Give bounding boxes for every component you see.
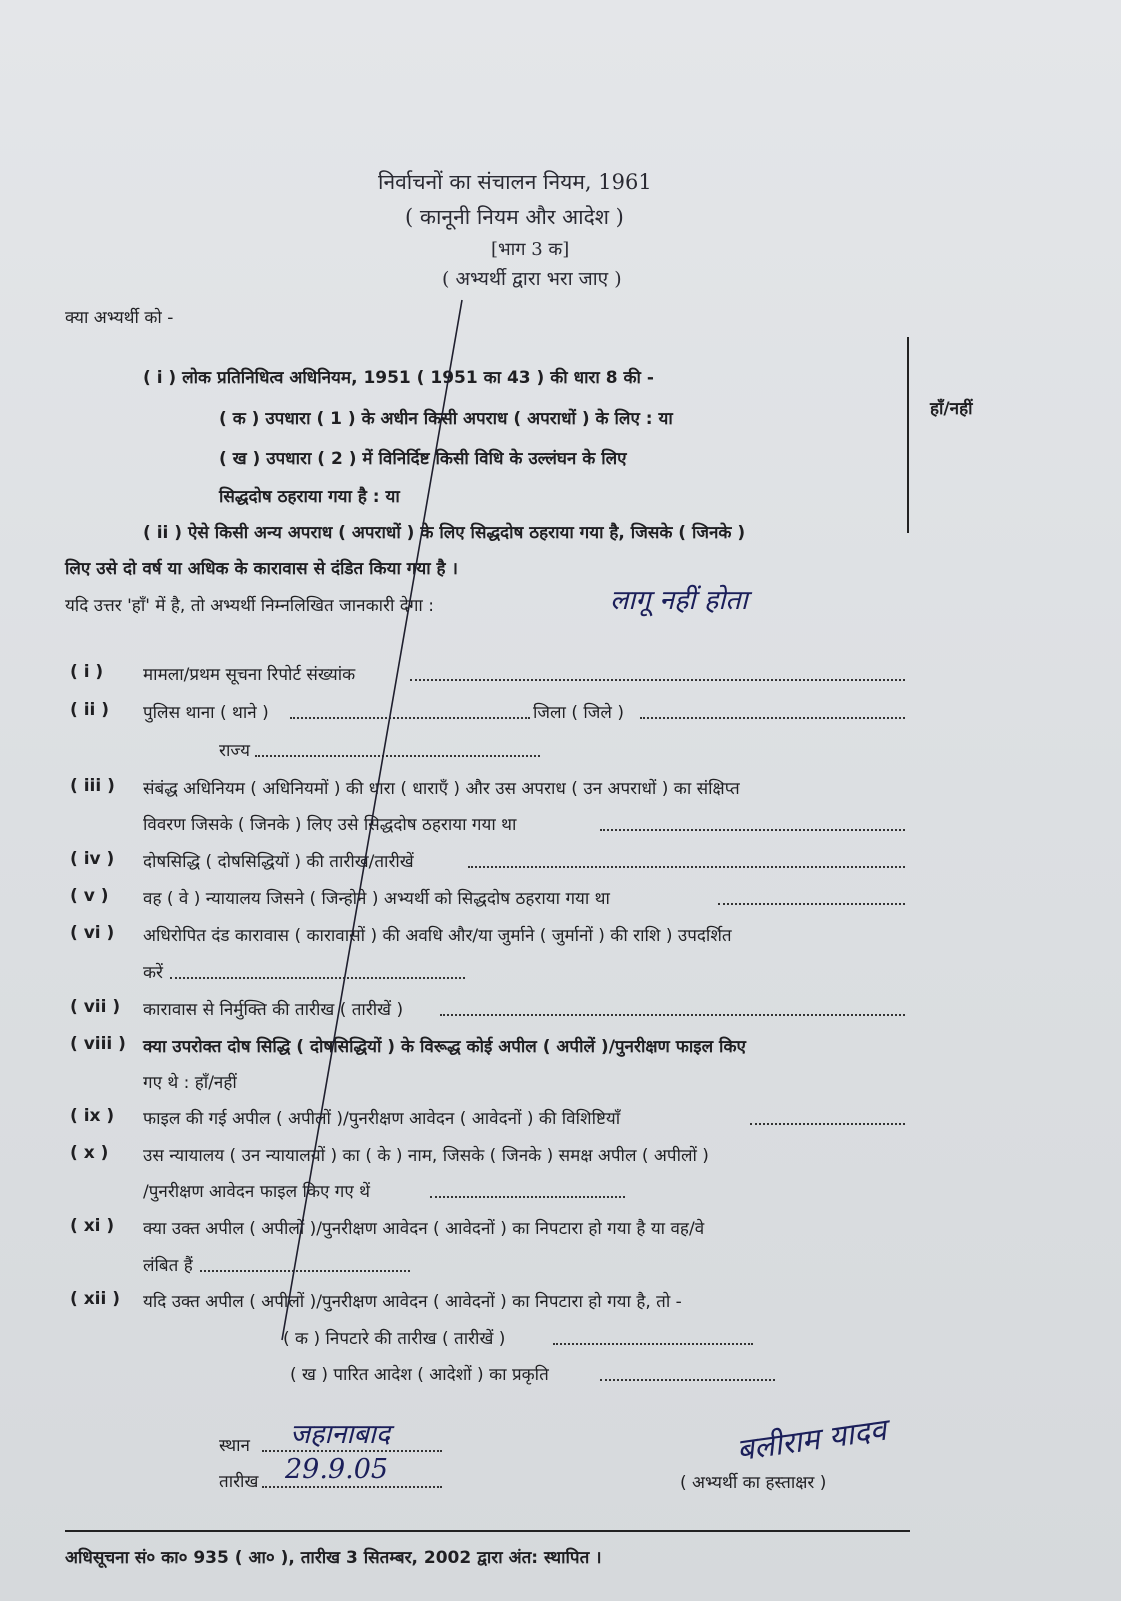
clause-ka: ( क ) उपधारा ( 1 ) के अधीन किसी अपराध ( अपराधों ) के लिए : या	[219, 409, 673, 429]
item-number: ( v )	[70, 886, 109, 906]
item-label: विवरण जिसके ( जिनके ) लिए उसे सिद्धदोष ठहराया गया था	[143, 815, 517, 835]
item-label: संबंद्ध अधिनियम ( अधिनियमों ) की धारा ( धाराएँ ) और उस अपराध ( उन अपराधों ) का संक्षिप्त	[143, 779, 740, 799]
document-note: ( अभ्यर्थी द्वारा भरा जाए )	[442, 268, 622, 290]
item-label: अधिरोपित दंड कारावास ( कारावासों ) की अवधि और/या जुर्माने ( जुर्मानों ) की राशि ) उपदर्शित	[143, 926, 732, 946]
document-title: निर्वाचनों का संचालन नियम, 1961	[378, 170, 652, 194]
item-number: ( x )	[70, 1143, 109, 1163]
document-subtitle: ( कानूनी नियम और आदेश )	[405, 205, 624, 229]
clause-ii: ( ii ) ऐसे किसी अन्य अपराध ( अपराधों ) के लिए सिद्धदोष ठहराया गया है, जिसके ( जिनके )	[143, 523, 746, 543]
item-label: ( क ) निपटारे की तारीख ( तारीखें )	[283, 1329, 506, 1349]
clause-ii-cont: लिए उसे दो वर्ष या अधिक के कारावास से दंडित किया गया है ।	[65, 559, 458, 579]
item-label: मामला/प्रथम सूचना रिपोर्ट संख्यांक	[143, 665, 356, 685]
item-number: ( vii )	[70, 997, 121, 1017]
item-label: करें	[143, 963, 164, 983]
clause-i: ( i ) लोक प्रतिनिधित्व अधिनियम, 1951 ( 1951 का 43 ) की धारा 8 की -	[143, 368, 654, 388]
item-label: पुलिस थाना ( थाने )	[143, 703, 269, 723]
item-label: यदि उक्त अपील ( अपीलों )/पुनरीक्षण आवेदन ( आवेदनों ) का निपटारा हो गया है, तो -	[143, 1292, 682, 1312]
item-number: ( i )	[70, 662, 104, 682]
item-number: ( ii )	[70, 700, 110, 720]
date-label: तारीख	[219, 1472, 259, 1492]
yes-no-label: हाँ/नहीं	[930, 399, 973, 419]
item-number: ( xi )	[70, 1216, 115, 1236]
place-handwritten: जहानाबाद	[290, 1419, 391, 1450]
item-number: ( viii )	[70, 1034, 126, 1054]
handwritten-not-applicable: लागू नहीं होता	[610, 585, 748, 616]
item-label: उस न्यायालय ( उन न्यायालयों ) का ( के ) नाम, जिसके ( जिनके ) समक्ष अपील ( अपीलों )	[143, 1146, 709, 1166]
item-number: ( iii )	[70, 776, 115, 796]
candidate-signature: बलीराम यादव	[734, 1412, 889, 1469]
clause-kha: ( ख ) उपधारा ( 2 ) में विनिर्दिष्ट किसी विधि के उल्लंघन के लिए	[219, 449, 627, 469]
item-label: कारावास से निर्मुक्ति की तारीख ( तारीखें )	[143, 1000, 404, 1020]
item-label: क्या उपरोक्त दोष सिद्धि ( दोषसिद्धियों ) के विरूद्ध कोई अपील ( अपीलें )/पुनरीक्षण फाइल किए	[143, 1037, 746, 1057]
item-label: फाइल की गई अपील ( अपीलों )/पुनरीक्षण आवेदन ( आवेदनों ) की विशिष्टियाँ	[143, 1109, 621, 1129]
item-label: ( ख ) पारित आदेश ( आदेशों ) का प्रकृति	[290, 1365, 549, 1385]
signature-label: ( अभ्यर्थी का हस्ताक्षर )	[680, 1473, 827, 1493]
item-number: ( ix )	[70, 1106, 115, 1126]
date-handwritten: 29.9.05	[285, 1454, 389, 1485]
item-label: जिला ( जिले )	[533, 703, 624, 723]
item-number: ( vi )	[70, 923, 115, 943]
item-label: लंबित हैं	[143, 1256, 193, 1276]
item-label: गए थे : हाँ/नहीं	[143, 1073, 237, 1093]
intro-text: क्या अभ्यर्थी को -	[65, 308, 174, 328]
item-label: /पुनरीक्षण आवेदन फाइल किए गए थें	[143, 1182, 371, 1202]
notification-text: अधिसूचना सं० का० 935 ( आ० ), तारीख 3 सितम्बर, 2002 द्वारा अंत: स्थापित ।	[65, 1548, 602, 1568]
item-label: क्या उक्त अपील ( अपीलों )/पुनरीक्षण आवेदन ( आवेदनों ) का निपटारा हो गया है या वह/वे	[143, 1219, 705, 1239]
document-part: [भाग 3 क]	[491, 239, 570, 260]
item-number: ( xii )	[70, 1289, 120, 1309]
item-label: राज्य	[219, 741, 250, 761]
clause-kha-cont: सिद्धदोष ठहराया गया है : या	[219, 487, 400, 507]
if-yes-text: यदि उत्तर 'हाँ' में है, तो अभ्यर्थी निम्नलिखित जानकारी देगा :	[65, 596, 434, 616]
place-label: स्थान	[219, 1436, 250, 1456]
item-number: ( iv )	[70, 849, 115, 869]
item-label: दोषसिद्धि ( दोषसिद्धियों ) की तारीख/तारीखें	[143, 852, 414, 872]
item-label: वह ( वे ) न्यायालय जिसने ( जिन्होने ) अभ्यर्थी को सिद्धदोष ठहराया गया था	[143, 889, 610, 909]
